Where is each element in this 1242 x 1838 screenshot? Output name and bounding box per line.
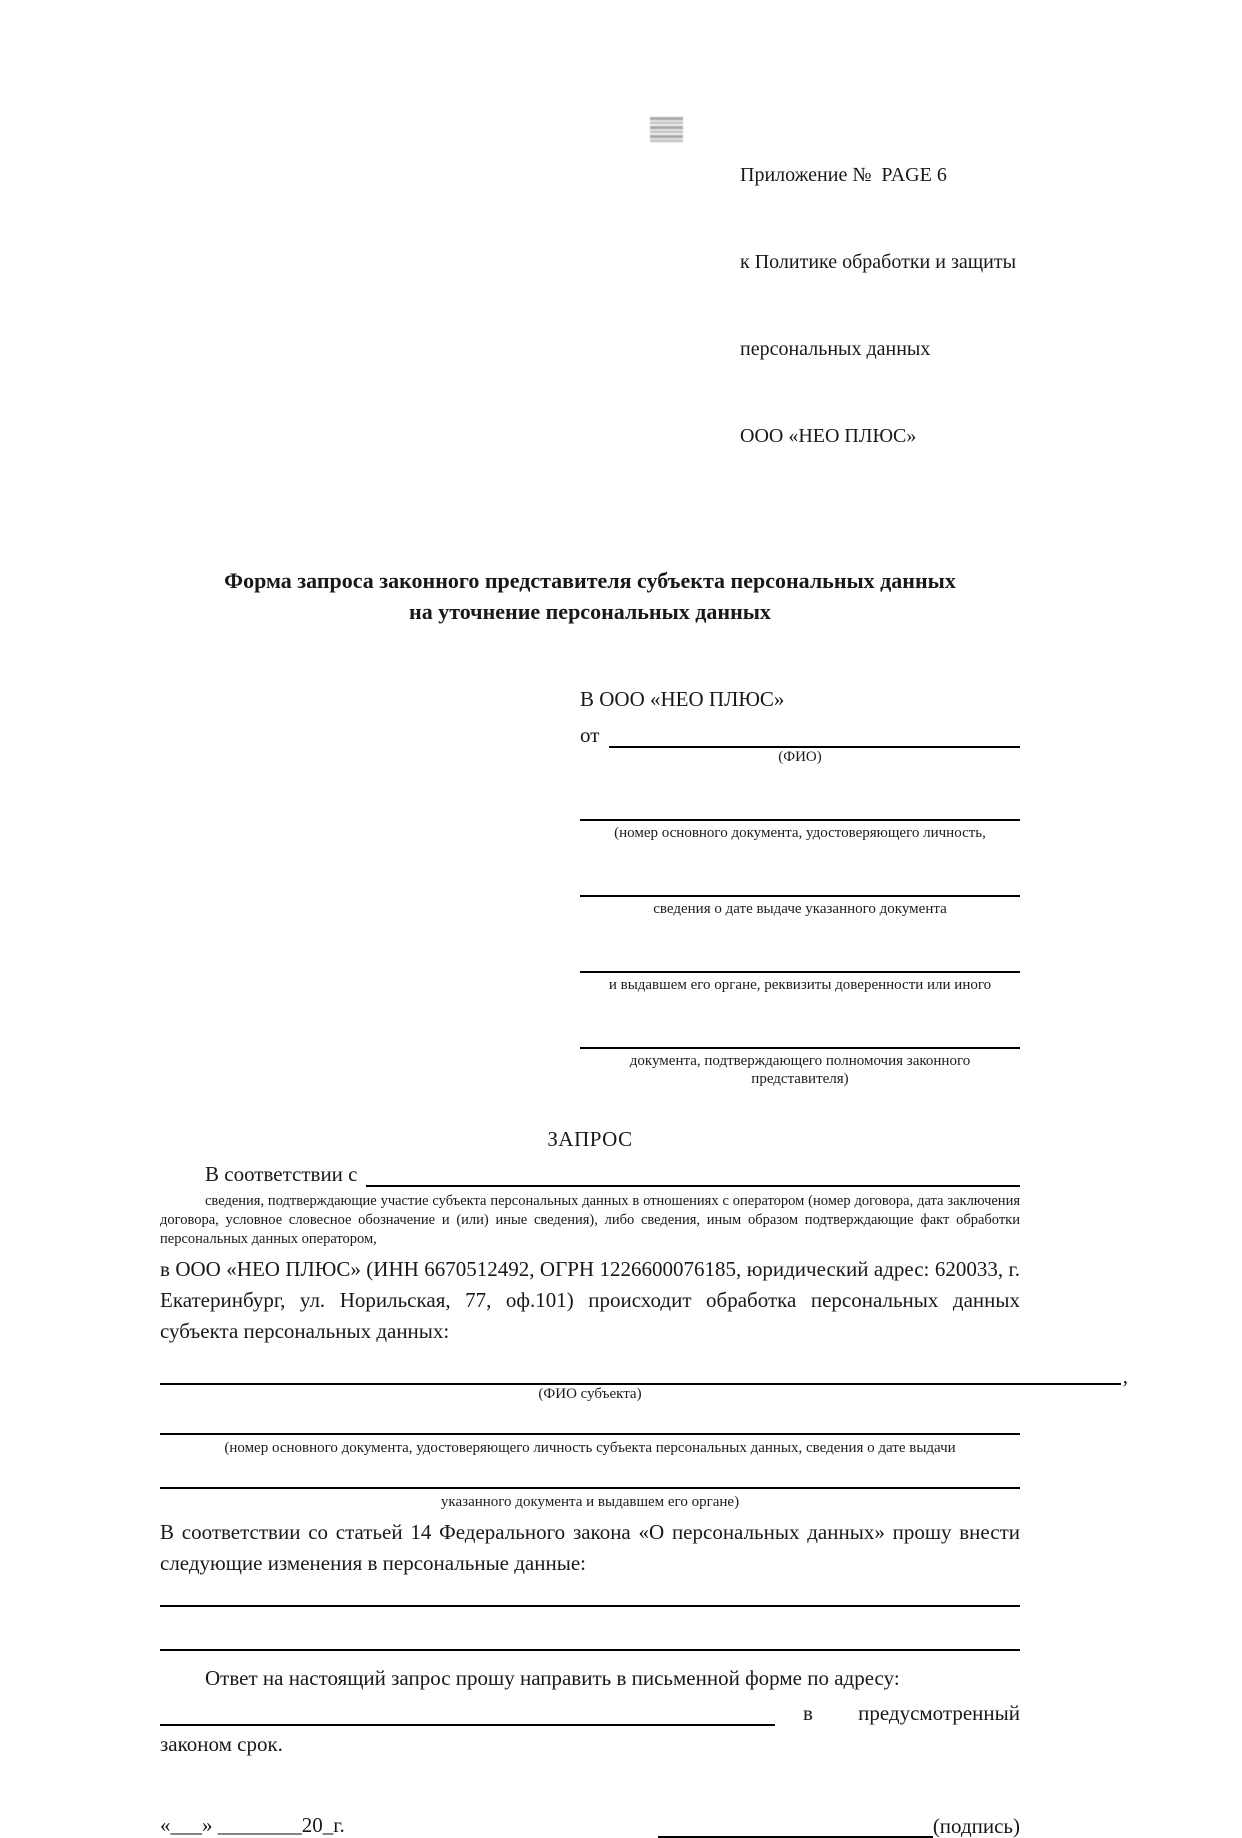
doc-date-caption: сведения о дате выдаче указанного документа — [653, 901, 947, 917]
trailing-comma: , — [1122, 1364, 1128, 1388]
answer-address-row — [160, 1700, 1020, 1726]
basis-footnote: сведения, подтверждающие участие субъекта персональных данных в отношениях с оператором (номер договора, дата заключения договора, условное словесное обозначение и (или) иные сведения), либо сведения, иным образом подтверждающие факт обработки персональных данных оператором, — [160, 1193, 1020, 1247]
subject-doc-blank-2[interactable] — [160, 1457, 1020, 1489]
authority-doc-caption: документа, подтверждающего полномочия законного представителя) — [629, 1053, 971, 1087]
authority-doc-blank[interactable] — [580, 1023, 1020, 1049]
subject-fio-row — [160, 1359, 1128, 1388]
intro-prefix: В соответствии с — [205, 1162, 358, 1186]
intro-row — [160, 1161, 1020, 1187]
subject-doc-caption-2: указанного документа и выдавшем его органе) — [440, 1494, 740, 1510]
doc-date-blank[interactable] — [580, 871, 1020, 897]
doc-date-field — [580, 871, 1020, 918]
appendix-line-2: к Политике обработки и защиты — [740, 251, 1017, 273]
doc-issuer-blank[interactable] — [580, 947, 1020, 973]
doc-issuer-caption: и выдавшем его органе, реквизиты доверенности или иного — [608, 977, 992, 993]
signature-row — [160, 1812, 1020, 1838]
operator-paragraph: в ООО «НЕО ПЛЮС» (ИНН 6670512492, ОГРН 1226600076185, юридический адрес: 620033, г. Екатеринбург, ул. Норильская, 77, оф.101) происходит обработка персональных данных субъекта персональных данных: — [160, 1257, 1020, 1343]
article-paragraph: В соответствии со статьей 14 Федерального закона «О персональных данных» прошу внести следующие изменения в персональные данные: — [160, 1520, 1020, 1575]
from-name-blank[interactable] — [609, 726, 1020, 748]
doc-number-blank[interactable] — [580, 795, 1020, 821]
appendix-line-1: Приложение № PAGE 6 — [740, 164, 947, 186]
subject-doc-field-1 — [160, 1403, 1020, 1457]
request-heading: ЗАПРОС — [547, 1127, 633, 1151]
changes-blank-1[interactable] — [160, 1583, 1020, 1607]
addressee-company: В ООО «НЕО ПЛЮС» — [580, 687, 785, 711]
basis-blank[interactable] — [366, 1165, 1021, 1187]
doc-issuer-field — [580, 947, 1020, 994]
signature-caption: (подпись) — [932, 1814, 1020, 1838]
addressee-block — [580, 687, 1020, 1088]
answer-tail — [775, 1700, 1020, 1726]
changes-blank-2[interactable] — [160, 1607, 1020, 1651]
answer-tail-word-2: предусмотренный — [858, 1701, 1020, 1725]
form-title — [160, 565, 1020, 627]
from-label: от — [580, 723, 600, 747]
from-row — [580, 723, 1020, 748]
fio-caption: (ФИО) — [778, 749, 822, 765]
answer-end: законом срок. — [160, 1732, 283, 1756]
subject-doc-field-2 — [160, 1457, 1020, 1511]
subject-doc-caption-1: (номер основного документа, удостоверяющего личность субъекта персональных данных, сведения о дате выдачи — [224, 1440, 956, 1456]
answer-tail-word-1: в — [803, 1701, 813, 1725]
appendix-line-3: персональных данных — [740, 338, 931, 360]
subject-fio-blank[interactable] — [160, 1359, 1121, 1385]
appendix-header — [740, 0, 1020, 509]
date-line[interactable]: «___» ________20_г. — [160, 1813, 345, 1837]
answer-sentence: Ответ на настоящий запрос прошу направить в письменной форме по адресу: — [205, 1666, 900, 1690]
doc-number-caption: (номер основного документа, удостоверяющего личность, — [614, 825, 986, 841]
form-title-line-1: Форма запроса законного представителя субъекта персональных данных — [224, 568, 956, 593]
subject-doc-blank-1[interactable] — [160, 1403, 1020, 1435]
answer-address-blank[interactable] — [160, 1704, 775, 1726]
signature-group — [658, 1814, 1020, 1838]
authority-doc-field — [580, 1023, 1020, 1088]
form-title-line-2: на уточнение персональных данных — [409, 599, 771, 624]
signature-blank[interactable] — [658, 1814, 933, 1838]
subject-fio-caption: (ФИО субъекта) — [538, 1386, 642, 1402]
doc-number-field — [580, 795, 1020, 842]
appendix-line-4: ООО «НЕО ПЛЮС» — [740, 425, 917, 447]
